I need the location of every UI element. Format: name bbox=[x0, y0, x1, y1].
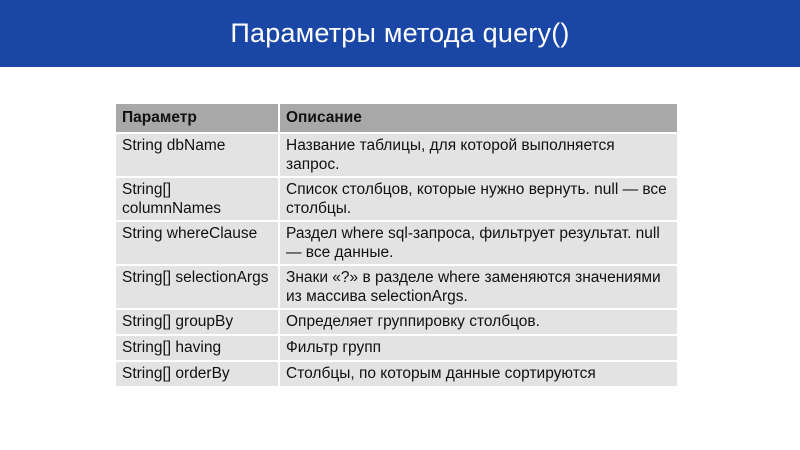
description-cell: Название таблицы, для которой выполняется запрос. bbox=[279, 133, 678, 177]
parameters-table-container bbox=[114, 102, 677, 388]
table-row bbox=[115, 133, 678, 177]
description-cell: Знаки «?» в разделе where заменяются значениями из массива selectionArgs. bbox=[279, 265, 678, 309]
table-row bbox=[115, 309, 678, 335]
title-bar bbox=[0, 0, 800, 67]
description-cell: Список столбцов, которые нужно вернуть. null — все столбцы. bbox=[279, 177, 678, 221]
table-row bbox=[115, 361, 678, 387]
param-cell: String dbName bbox=[115, 133, 279, 177]
header-description: Описание bbox=[279, 103, 678, 133]
parameters-table bbox=[114, 102, 679, 388]
param-cell: String whereClause bbox=[115, 221, 279, 265]
table-row bbox=[115, 265, 678, 309]
param-cell: String[] selectionArgs bbox=[115, 265, 279, 309]
param-cell: String[] groupBy bbox=[115, 309, 279, 335]
description-cell: Раздел where sql-запроса, фильтрует результат. null — все данные. bbox=[279, 221, 678, 265]
slide-title: Параметры метода query() bbox=[230, 18, 570, 48]
header-parameter: Параметр bbox=[115, 103, 279, 133]
description-cell: Столбцы, по которым данные сортируются bbox=[279, 361, 678, 387]
param-cell: String[] having bbox=[115, 335, 279, 361]
description-cell: Фильтр групп bbox=[279, 335, 678, 361]
table-row bbox=[115, 335, 678, 361]
table-header-row bbox=[115, 103, 678, 133]
param-cell: String[] columnNames bbox=[115, 177, 279, 221]
table-row bbox=[115, 177, 678, 221]
table-row bbox=[115, 221, 678, 265]
param-cell: String[] orderBy bbox=[115, 361, 279, 387]
description-cell: Определяет группировку столбцов. bbox=[279, 309, 678, 335]
